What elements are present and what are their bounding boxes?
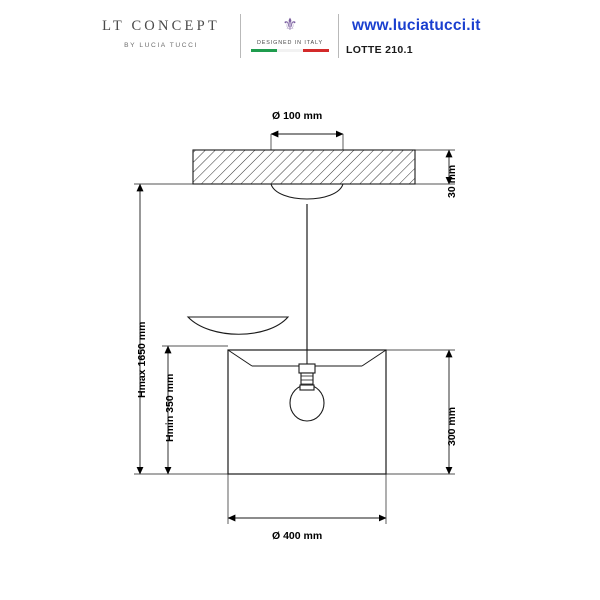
- canopy: [271, 184, 343, 199]
- diffuser-plate: [188, 317, 288, 334]
- brand-name: LT CONCEPT: [102, 18, 220, 34]
- model-name: LOTTE 210.1: [346, 44, 413, 56]
- drawing-svg: [0, 78, 600, 600]
- ceiling-hatch: [193, 150, 415, 184]
- website-link[interactable]: www.luciatucci.it: [352, 17, 481, 34]
- label-canopy-height: 30 mm: [446, 164, 458, 198]
- label-shade-height: 300 mm: [446, 406, 458, 446]
- label-hmax: Hmax 1650 mm: [136, 321, 148, 398]
- brand-block: [86, 18, 236, 49]
- label-hmin: Hmin 350 mm: [164, 373, 176, 442]
- lamp-socket: [299, 364, 315, 373]
- designed-in-italy-block: [244, 16, 336, 52]
- page-header: [0, 0, 600, 78]
- label-shade-diameter: Ø 400 mm: [272, 530, 323, 542]
- brand-subtitle: BY LUCIA TUCCI: [124, 42, 198, 49]
- technical-drawing: [0, 78, 600, 600]
- fleur-de-lis-icon: ⚜: [282, 15, 298, 34]
- italian-flag-icon: [251, 49, 329, 52]
- label-canopy-diameter: Ø 100 mm: [272, 110, 323, 122]
- header-divider-right: [338, 14, 339, 58]
- header-divider-left: [240, 14, 241, 58]
- designed-in-italy-label: DESIGNED IN ITALY: [256, 40, 324, 46]
